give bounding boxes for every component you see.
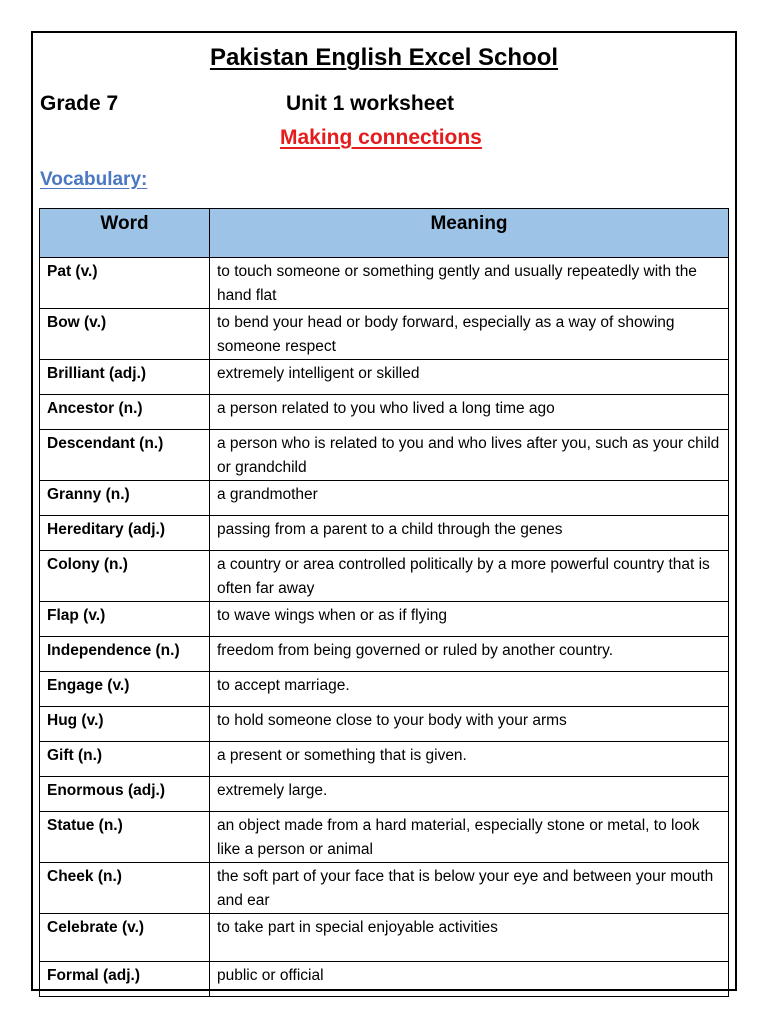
table-row <box>40 309 729 360</box>
word-cell: Ancestor (n.) <box>40 395 210 430</box>
meaning-cell: to accept marriage. <box>210 672 729 707</box>
table-row <box>40 602 729 637</box>
table-row <box>40 481 729 516</box>
word-cell: Pat (v.) <box>40 258 210 309</box>
table-row <box>40 637 729 672</box>
meaning-cell: to touch someone or something gently and usually repeatedly with the hand flat <box>210 258 729 309</box>
table-row <box>40 672 729 707</box>
meaning-cell: public or official <box>210 962 729 997</box>
word-cell: Formal (adj.) <box>40 962 210 997</box>
column-header-meaning: Meaning <box>210 209 729 258</box>
meaning-cell: an object made from a hard material, especially stone or metal, to look like a person or animal <box>210 812 729 863</box>
meaning-cell: to wave wings when or as if flying <box>210 602 729 637</box>
table-row <box>40 914 729 962</box>
table-row <box>40 258 729 309</box>
meaning-cell: to bend your head or body forward, especially as a way of showing someone respect <box>210 309 729 360</box>
vocabulary-heading: Vocabulary: <box>40 169 148 190</box>
word-cell: Hereditary (adj.) <box>40 516 210 551</box>
table-row <box>40 812 729 863</box>
table-row <box>40 395 729 430</box>
word-cell: Descendant (n.) <box>40 430 210 481</box>
meaning-cell: freedom from being governed or ruled by another country. <box>210 637 729 672</box>
table-row <box>40 863 729 914</box>
table-header-row <box>40 209 729 258</box>
meaning-cell: a person who is related to you and who lives after you, such as your child or grandchild <box>210 430 729 481</box>
word-cell: Engage (v.) <box>40 672 210 707</box>
vocabulary-table <box>39 208 729 997</box>
column-header-word: Word <box>40 209 210 258</box>
meaning-cell: a present or something that is given. <box>210 742 729 777</box>
meaning-cell: extremely large. <box>210 777 729 812</box>
word-cell: Independence (n.) <box>40 637 210 672</box>
worksheet-subtitle: Making connections <box>280 126 482 149</box>
table-row <box>40 360 729 395</box>
word-cell: Enormous (adj.) <box>40 777 210 812</box>
table-row <box>40 430 729 481</box>
meaning-cell: passing from a parent to a child through the genes <box>210 516 729 551</box>
meaning-cell: to hold someone close to your body with your arms <box>210 707 729 742</box>
word-cell: Brilliant (adj.) <box>40 360 210 395</box>
meaning-cell: a country or area controlled politically by a more powerful country that is often far away <box>210 551 729 602</box>
school-title: Pakistan English Excel School <box>209 44 559 71</box>
word-cell: Hug (v.) <box>40 707 210 742</box>
table-row <box>40 742 729 777</box>
meaning-cell: the soft part of your face that is below your eye and between your mouth and ear <box>210 863 729 914</box>
meaning-cell: extremely intelligent or skilled <box>210 360 729 395</box>
grade-label: Grade 7 <box>40 92 119 115</box>
table-row <box>40 551 729 602</box>
meaning-cell: to take part in special enjoyable activities <box>210 914 729 962</box>
word-cell: Gift (n.) <box>40 742 210 777</box>
word-cell: Cheek (n.) <box>40 863 210 914</box>
word-cell: Flap (v.) <box>40 602 210 637</box>
meaning-cell: a person related to you who lived a long time ago <box>210 395 729 430</box>
word-cell: Celebrate (v.) <box>40 914 210 962</box>
word-cell: Bow (v.) <box>40 309 210 360</box>
unit-title: Unit 1 worksheet <box>286 92 455 115</box>
word-cell: Granny (n.) <box>40 481 210 516</box>
table-row <box>40 516 729 551</box>
table-row <box>40 707 729 742</box>
meaning-cell: a grandmother <box>210 481 729 516</box>
word-cell: Colony (n.) <box>40 551 210 602</box>
table-row <box>40 777 729 812</box>
word-cell: Statue (n.) <box>40 812 210 863</box>
table-row <box>40 962 729 997</box>
